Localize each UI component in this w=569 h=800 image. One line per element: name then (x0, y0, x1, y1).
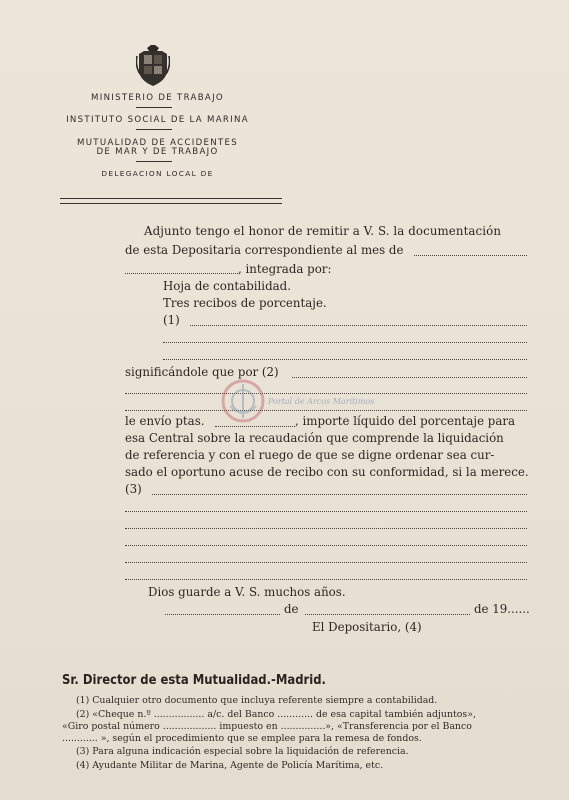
fill-line (163, 359, 527, 360)
body-line: de referencia y con el ruego de que se digne ordenar sea cur- (125, 448, 495, 462)
fill-line (125, 579, 527, 580)
fill-line (190, 325, 527, 326)
fill-line (125, 545, 527, 546)
body-line: esa Central sobre la recaudación que comprende la liquidación (125, 431, 504, 445)
fill-line (152, 494, 527, 495)
footnote: ............ », según el procedimiento que se emplee para la remesa de fondos. (62, 733, 422, 744)
fill-line (165, 614, 280, 615)
fill-line (125, 528, 527, 529)
date-de: de (284, 602, 299, 616)
footnote: «Giro postal número .................. impuesto en ...............», «Transferencia por el Banco (62, 721, 472, 732)
fill-line (125, 393, 527, 394)
delegacion-line (60, 203, 282, 204)
footnote: (3) Para alguna indicación especial sobre la liquidación de referencia. (76, 746, 409, 757)
fill-line (125, 562, 527, 563)
fill-line (292, 377, 527, 378)
fill-line (414, 255, 527, 256)
signature-line: El Depositario, (4) (312, 620, 422, 634)
closing-line: Dios guarde a V. S. muchos años. (148, 585, 346, 599)
body-line: le envío ptas. (125, 414, 205, 428)
header-ministerio: MINISTERIO DE TRABAJO (91, 93, 224, 103)
body-line: , integrada por: (238, 262, 332, 276)
body-line: significándole que por (2) (125, 365, 279, 379)
footnote: (1) Cualquier otro documento que incluya referente siempre a contabilidad. (76, 695, 438, 706)
footnote: (2) «Cheque n.º ................. a/c. del Banco ............ de esa capital también adjuntos», (76, 709, 476, 720)
header-rule (136, 161, 172, 162)
footnote: (4) Ayudante Militar de Marina, Agente de Policía Marítima, etc. (76, 760, 384, 771)
fill-line (163, 342, 527, 343)
fill-line (305, 614, 470, 615)
body-line: , importe líquido del porcentaje para (295, 414, 516, 428)
header-rule (136, 129, 172, 130)
date-year: de 19...... (474, 602, 530, 616)
delegacion-line (60, 198, 282, 199)
header-delegacion: DELEGACION LOCAL DE (101, 169, 214, 178)
header-mar-trabajo: DE MAR Y DE TRABAJO (96, 147, 219, 157)
list-item: Tres recibos de porcentaje. (163, 296, 327, 310)
header-mutualidad: MUTUALIDAD DE ACCIDENTES (77, 138, 238, 148)
fill-line (125, 273, 238, 274)
fill-line (125, 410, 527, 411)
list-item: (1) (163, 313, 180, 327)
body-line: sado el oportuno acuse de recibo con su conformidad, si la merece. (125, 465, 529, 479)
list-item: Hoja de contabilidad. (163, 279, 291, 293)
coat-of-arms-icon (136, 44, 170, 88)
watermark-stamp-icon (218, 376, 268, 426)
header-rule (136, 107, 172, 108)
stamp-text: Portal de Arcos Marítimos (268, 397, 375, 406)
addressee: Sr. Director de esta Mutualidad.-Madrid. (62, 672, 326, 688)
body-line: de esta Depositaria correspondiente al mes de (125, 243, 404, 257)
body-line: (3) (125, 482, 142, 496)
body-line: Adjunto tengo el honor de remitir a V. S. la documentación (144, 224, 502, 238)
header-instituto: INSTITUTO SOCIAL DE LA MARINA (66, 115, 249, 125)
fill-line (215, 426, 295, 427)
fill-line (125, 511, 527, 512)
